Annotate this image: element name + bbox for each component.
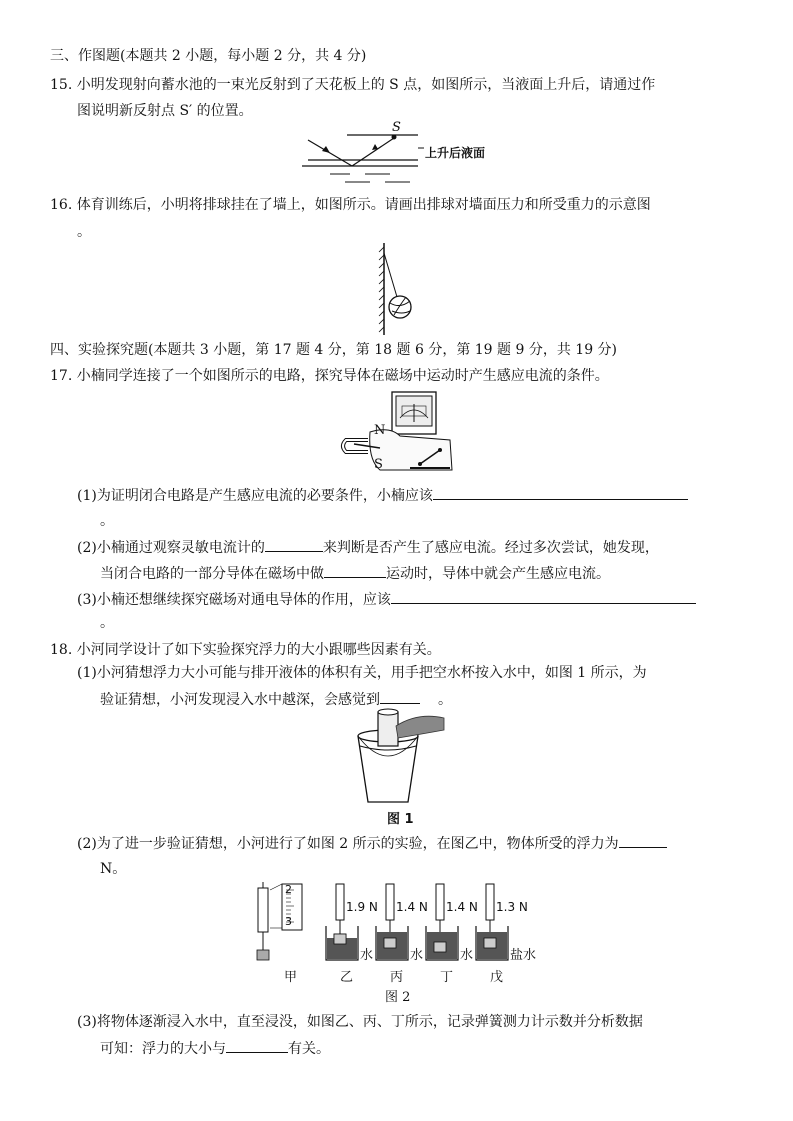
question-18-part-3-line-1: (3)将物体逐渐浸入水中，直至浸没，如图乙、丙、丁所示，记录弹簧测力计示数并分析数据 — [77, 1014, 643, 1030]
question-15-line-1: 15. 小明发现射向蓄水池的一束光反射到了天花板上的 S 点，如图所示，当液面上升后，请通过作 — [50, 77, 656, 93]
question-17-part-1-end: 。 — [100, 513, 114, 529]
question-17-part-1-line-1 — [77, 485, 688, 506]
question-17-part-2-line-1 — [77, 537, 659, 558]
answer-blank-18-3[interactable] — [226, 1038, 288, 1053]
question-16-line-1: 16. 体育训练后，小明将排球挂在了墙上，如图所示。请画出排球对墙面压力和所受重力的示意图 — [50, 197, 651, 213]
figure-15-point-s: S — [392, 120, 401, 135]
answer-blank-18-1[interactable] — [380, 689, 420, 704]
figure-2-scale-mark-top: 2 — [285, 883, 292, 896]
answer-blank-18-2[interactable] — [619, 833, 667, 848]
question-18-part-3-text-c: 有关。 — [288, 1041, 330, 1057]
figure-15-reflection — [290, 120, 520, 190]
question-15-line-2: 图说明新反射点 S′ 的位置。 — [77, 103, 253, 119]
figure-2-liquid-bing: 水 — [410, 948, 424, 963]
question-18-part-2-end: N。 — [100, 861, 127, 877]
figure-2-label-yi: 乙 — [340, 970, 354, 985]
question-18-part-1-end: 。 — [438, 692, 452, 708]
figure-2-reading-yi: 1.9 N — [346, 900, 378, 914]
question-17-part-3-end: 。 — [100, 615, 114, 631]
figure-2-label-wu: 戊 — [490, 970, 504, 985]
question-18-part-1-line-1: (1)小河猜想浮力大小可能与排开液体的体积有关，用手把空水杯按入水中，如图 1 所示，为 — [77, 665, 647, 681]
figure-2-liquid-wu: 盐水 — [510, 948, 537, 963]
question-18: 18. 小河同学设计了如下实验探究浮力的大小跟哪些因素有关。 — [50, 642, 441, 658]
question-17-part-2-text-a: (2)小楠通过观察灵敏电流计的 — [77, 540, 265, 556]
figure-2-scale-mark-bottom: 3 — [285, 915, 292, 928]
question-16-line-2: 。 — [77, 224, 91, 240]
section-4-header: 四、实验探究题(本题共 3 小题，第 17 题 4 分，第 18 题 6 分，第 19 题 9 分，共 19 分) — [50, 342, 618, 358]
question-17-part-2-line-2 — [100, 563, 610, 584]
figure-2-label-jia: 甲 — [284, 970, 298, 985]
figure-1-caption: 图 1 — [387, 812, 414, 827]
figure-17-n-pole: N — [374, 423, 386, 438]
question-18-part-2-line-1 — [77, 833, 667, 854]
answer-blank-17-2a[interactable] — [265, 537, 323, 552]
question-17-part-2-text-d: 运动时，导体中就会产生感应电流。 — [386, 566, 610, 582]
figure-17-circuit — [340, 388, 460, 480]
answer-blank-17-1[interactable] — [433, 485, 688, 500]
question-18-part-2-text: (2)为了进一步验证猜想，小河进行了如图 2 所示的实验，在图乙中，物体所受的浮力为 — [77, 836, 619, 852]
figure-2-liquid-ding: 水 — [460, 948, 474, 963]
question-17-part-3-line-1 — [77, 589, 696, 610]
figure-2-reading-wu: 1.3 N — [496, 900, 528, 914]
figure-2-caption: 图 2 — [385, 990, 411, 1005]
figure-2-liquid-yi: 水 — [360, 948, 374, 963]
figure-2-reading-bing: 1.4 N — [396, 900, 428, 914]
figure-16-volleyball — [372, 243, 422, 335]
question-18-part-3-text-b: 可知：浮力的大小与 — [100, 1041, 226, 1057]
figure-15-label: 上升后液面 — [425, 146, 486, 160]
figure-2-experiment — [250, 880, 550, 978]
question-17: 17. 小楠同学连接了一个如图所示的电路，探究导体在磁场中运动时产生感应电流的条件。 — [50, 368, 609, 384]
question-18-part-3-line-2 — [100, 1038, 330, 1059]
question-17-part-2-text-c: 当闭合电路的一部分导体在磁场中做 — [100, 566, 324, 582]
figure-17-s-pole: S — [374, 457, 383, 472]
question-17-part-1-text: (1)为证明闭合电路是产生感应电流的必要条件，小楠应该 — [77, 488, 433, 504]
figure-2-reading-ding: 1.4 N — [446, 900, 478, 914]
question-17-part-2-text-b: 来判断是否产生了感应电流。经过多次尝试，她发现， — [322, 540, 659, 556]
figure-2-label-bing: 丙 — [390, 970, 404, 985]
question-18-part-1-text-b: 验证猜想，小河发现浸入水中越深，会感觉到 — [100, 692, 380, 708]
answer-blank-17-2b[interactable] — [324, 563, 386, 578]
figure-2-label-ding: 丁 — [440, 970, 454, 985]
figure-1-bucket — [348, 706, 458, 806]
question-17-part-3-text: (3)小楠还想继续探究磁场对通电导体的作用，应该 — [77, 592, 391, 608]
section-3-header: 三、作图题(本题共 2 小题，每小题 2 分，共 4 分) — [50, 48, 367, 64]
answer-blank-17-3[interactable] — [391, 589, 696, 604]
